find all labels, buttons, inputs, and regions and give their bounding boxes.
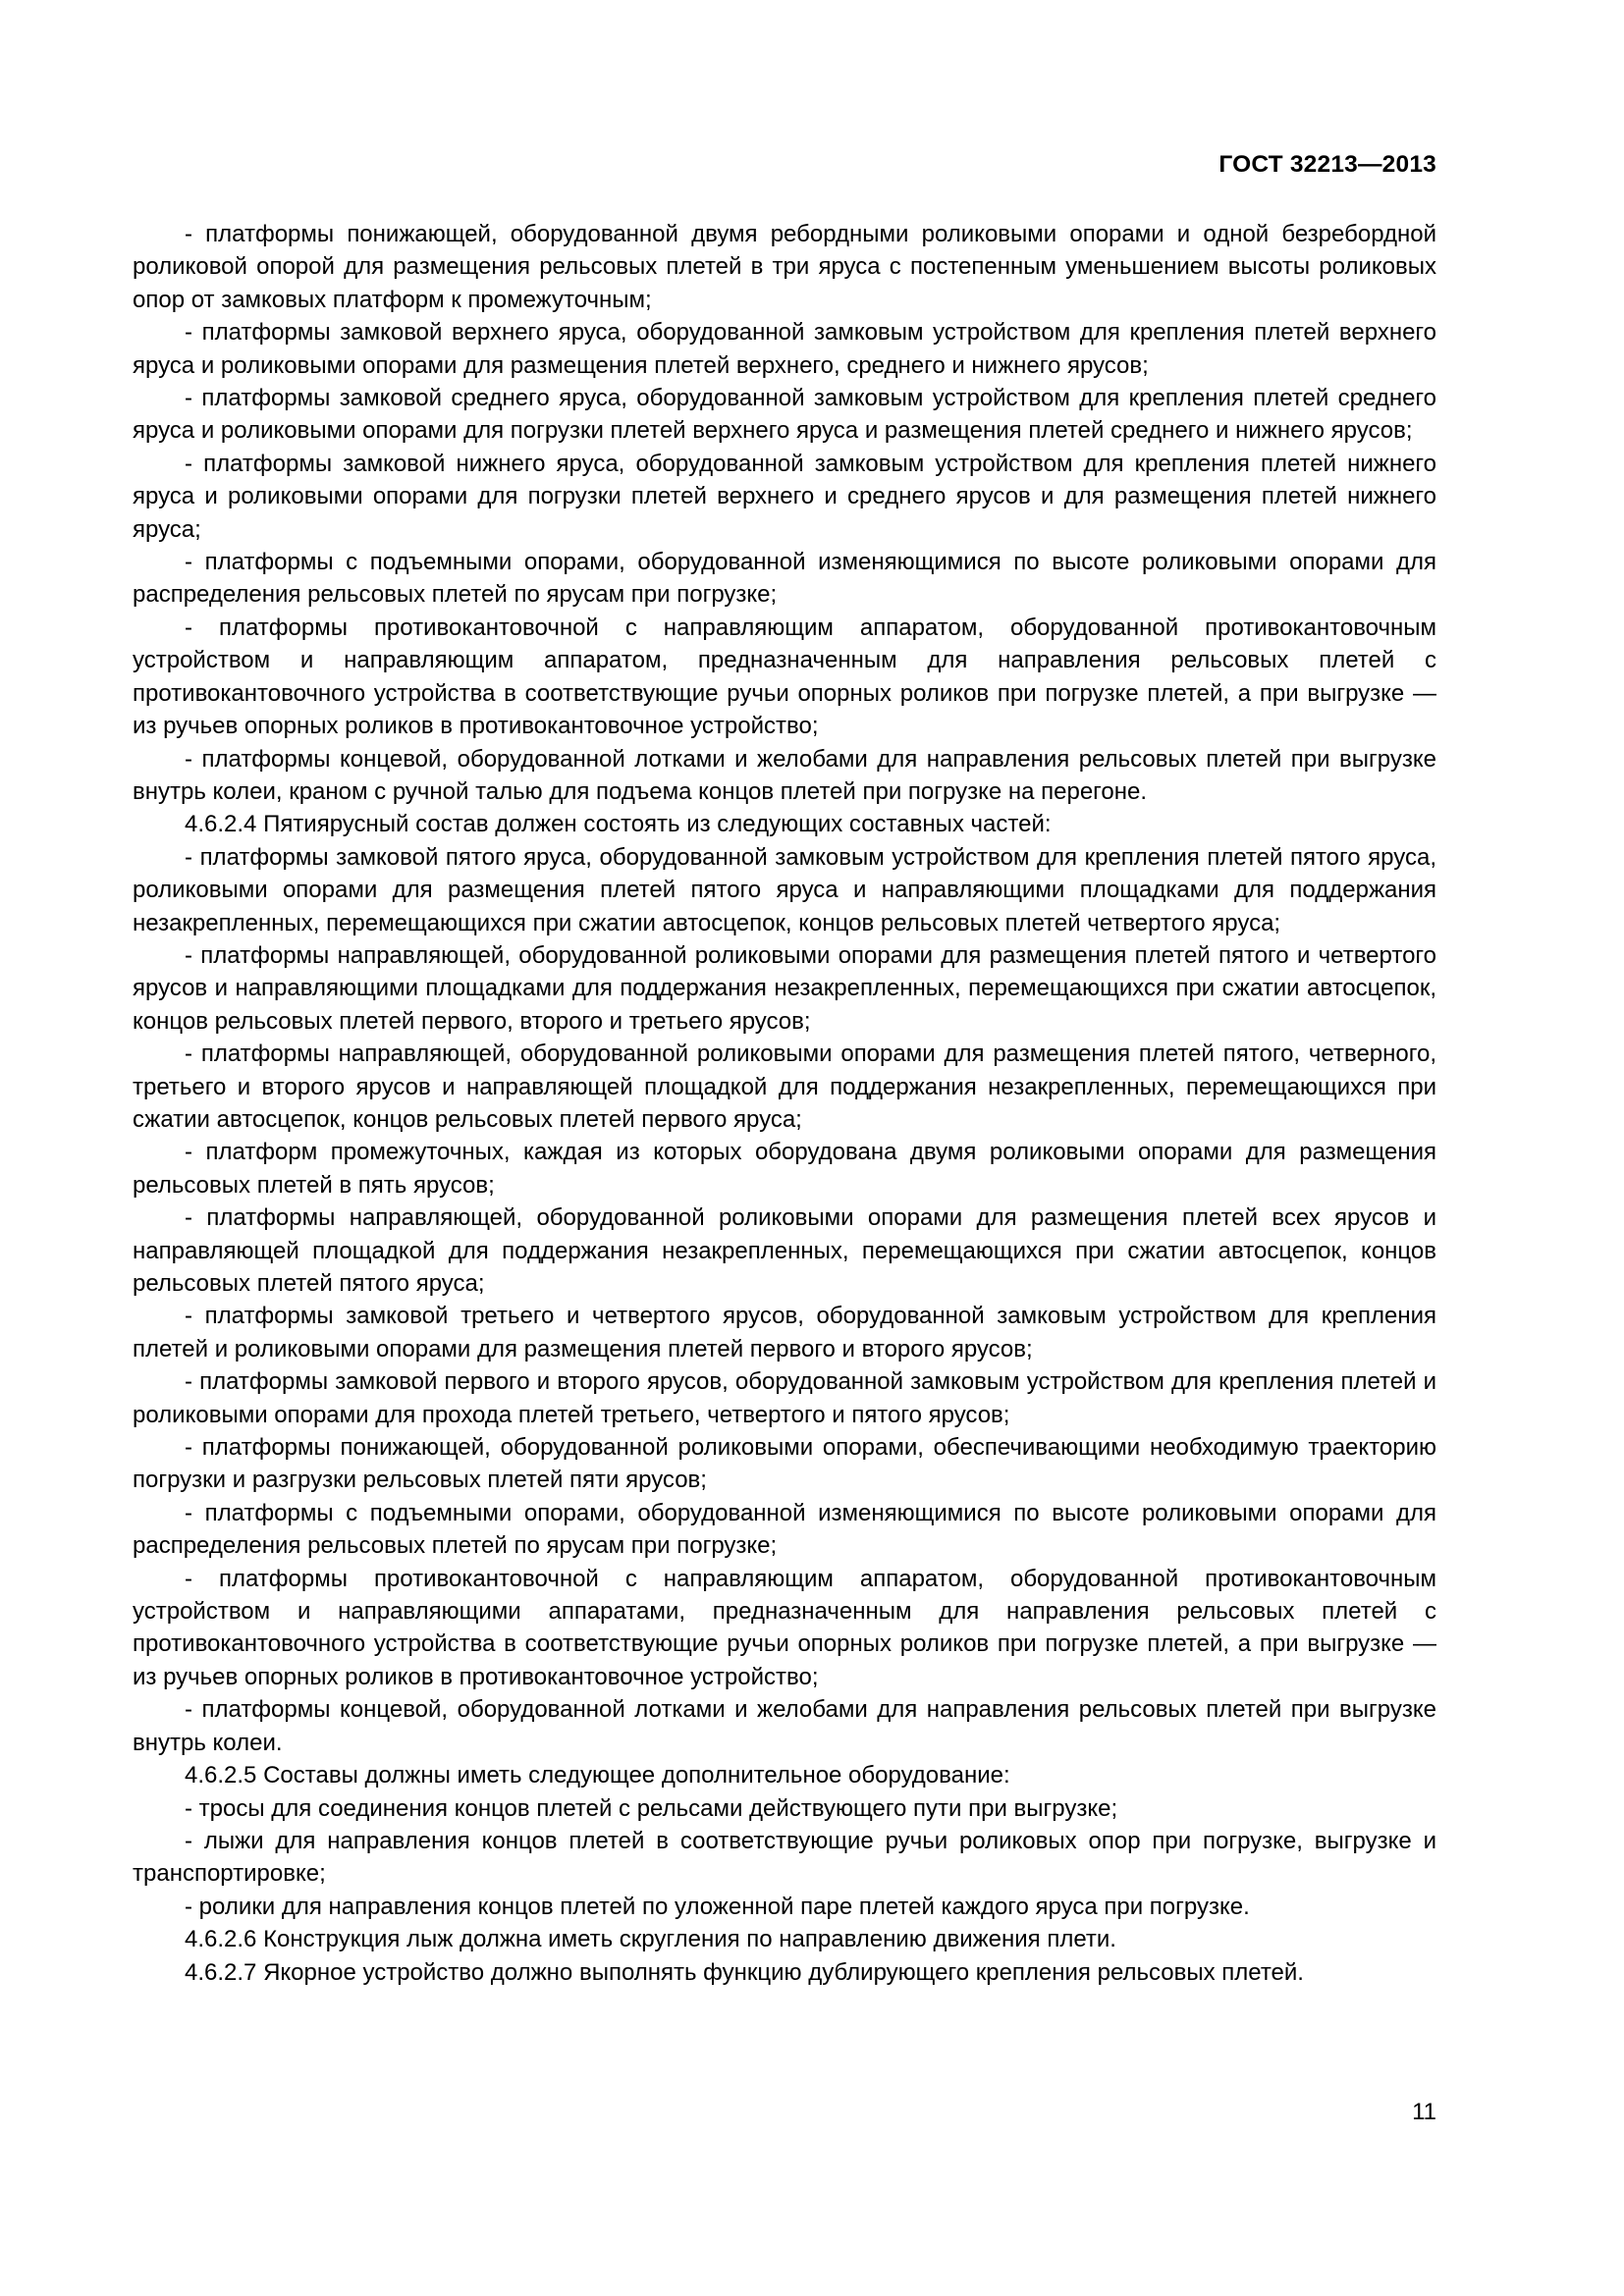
paragraph: - платформы направляющей, оборудованной роликовыми опорами для размещения плетей всех ярусов и направляющей площадкой для поддержания незакрепленных, перемещающихся при сжатии автосцепок, концов рельсовых плетей пятого яруса;	[133, 1204, 1436, 1297]
paragraph: - платформы направляющей, оборудованной роликовыми опорами для размещения плетей пятого, четверного, третьего и второго ярусов и направляющей площадкой для поддержания незакрепленных, перемещающихся при сжатии автосцепок, концов рельсовых плетей первого яруса;	[133, 1041, 1436, 1133]
clause-heading-4-6-2-4: 4.6.2.4 Пятиярусный состав должен состоять из следующих составных частей:	[185, 811, 1052, 838]
paragraph: - платформы замковой первого и второго ярусов, оборудованной замковым устройством для крепления плетей и роликовыми опорами для прохода плетей третьего, четвертого и пятого ярусов;	[133, 1368, 1436, 1428]
clause-4-6-2-6: 4.6.2.6 Конструкция лыж должна иметь скругления по направлению движения плети.	[185, 1926, 1116, 1953]
paragraph: - платформы замковой верхнего яруса, оборудованной замковым устройством для крепления плетей верхнего яруса и роликовыми опорами для размещения плетей верхнего, среднего и нижнего ярусов;	[133, 319, 1436, 379]
clause-4-6-2-7: 4.6.2.7 Якорное устройство должно выполнять функцию дублирующего крепления рельсовых плетей.	[185, 1958, 1304, 1986]
paragraph: - платформы противокантовочной с направляющим аппаратом, оборудованной противокантовочным устройством и направляющими аппаратами, предназначенным для направления рельсовых плетей с противокантовочного устройства в соответствующие ручьи опорных роликов при погрузке плетей, а при выгрузке — из ручьев опорных роликов в противокантовочное устройство;	[133, 1565, 1436, 1690]
page-number: 11	[1412, 2099, 1436, 2125]
document-body	[133, 218, 1436, 1989]
paragraph: - платформы направляющей, оборудованной роликовыми опорами для размещения плетей пятого и четвертого ярусов и направляющими площадками для поддержания незакрепленных, перемещающихся при сжатии автосцепок, концов рельсовых плетей первого, второго и третьего ярусов;	[133, 941, 1436, 1035]
paragraph: - платформы с подъемными опорами, оборудованной изменяющимися по высоте роликовыми опорами для распределения рельсовых плетей по ярусам при погрузке;	[133, 1499, 1436, 1560]
paragraph: - тросы для соединения концов плетей с рельсами действующего пути при выгрузке;	[185, 1794, 1118, 1822]
paragraph: - платформы замковой пятого яруса, оборудованной замковым устройством для крепления плетей пятого яруса, роликовыми опорами для размещения плетей пятого яруса и направляющими площадками для поддержания незакрепленных, перемещающихся при сжатии автосцепок, концов рельсовых плетей четвертого яруса;	[133, 843, 1436, 936]
document-code-header: ГОСТ 32213—2013	[1218, 151, 1436, 178]
paragraph: - платформы с подъемными опорами, оборудованной изменяющимися по высоте роликовыми опорами для распределения рельсовых плетей по ярусам при погрузке;	[133, 549, 1436, 609]
paragraph: - платформы замковой нижнего яруса, оборудованной замковым устройством для крепления плетей нижнего яруса и роликовыми опорами для погрузки плетей верхнего и среднего ярусов и для размещения плетей нижнего яруса;	[133, 450, 1436, 543]
paragraph: - платформы понижающей, оборудованной двумя ребордными роликовыми опорами и одной безребордной роликовой опорой для размещения рельсовых плетей в три яруса с постепенным уменьшением высоты роликовых опор от замковых платформ к промежуточным;	[133, 221, 1436, 313]
paragraph: - ролики для направления концов плетей по уложенной паре плетей каждого яруса при погрузке.	[185, 1893, 1250, 1920]
paragraph: - платформы замковой третьего и четвертого ярусов, оборудованной замковым устройством для крепления плетей и роликовыми опорами для размещения плетей первого и второго ярусов;	[133, 1303, 1436, 1362]
paragraph: - платформы концевой, оборудованной лотками и желобами для направления рельсовых плетей при выгрузке внутрь колеи, краном с ручной талью для подъема концов плетей при погрузке на перегоне.	[133, 745, 1436, 805]
clause-heading-4-6-2-5: 4.6.2.5 Составы должны иметь следующее дополнительное оборудование:	[185, 1762, 1010, 1789]
paragraph: - платформы замковой среднего яруса, оборудованной замковым устройством для крепления плетей среднего яруса и роликовыми опорами для погрузки плетей верхнего яруса и размещения плетей среднего и нижнего ярусов;	[133, 385, 1436, 445]
paragraph: - платформы понижающей, оборудованной роликовыми опорами, обеспечивающими необходимую траекторию погрузки и разгрузки рельсовых плетей пяти ярусов;	[133, 1434, 1436, 1494]
paragraph: - платформы концевой, оборудованной лотками и желобами для направления рельсовых плетей при выгрузке внутрь колеи.	[133, 1696, 1436, 1756]
paragraph: - лыжи для направления концов плетей в соответствующие ручьи роликовых опор при погрузке, выгрузке и транспортировке;	[133, 1827, 1436, 1888]
paragraph: - платформы противокантовочной с направляющим аппаратом, оборудованной противокантовочным устройством и направляющим аппаратом, предназначенным для направления рельсовых плетей с противокантовочного устройства в соответствующие ручьи опорных роликов при погрузке плетей, а при выгрузке — из ручьев опорных роликов в противокантовочное устройство;	[133, 614, 1436, 740]
paragraph: - платформ промежуточных, каждая из которых оборудована двумя роликовыми опорами для размещения рельсовых плетей в пять ярусов;	[133, 1139, 1436, 1199]
